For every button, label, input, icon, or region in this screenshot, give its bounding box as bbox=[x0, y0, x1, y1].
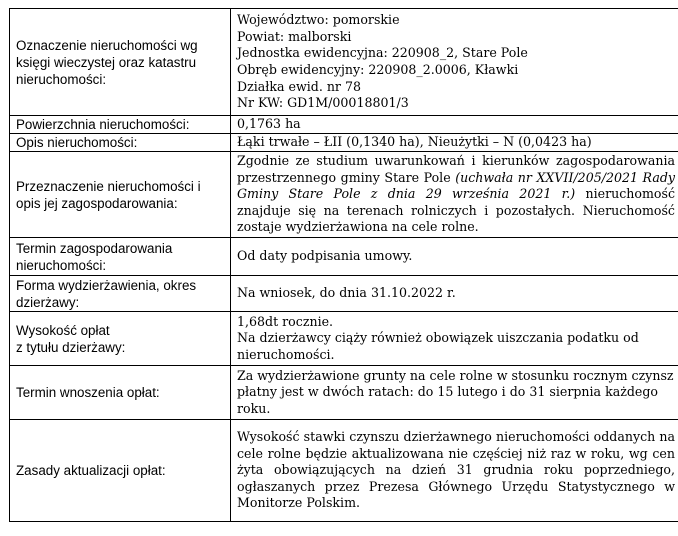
fees-amount: 1,68dt rocznie. bbox=[237, 313, 334, 329]
row-label-purpose: Przeznaczenie nieruchomości i opis jej zagospodarowania: bbox=[10, 152, 231, 238]
row-label-designation: Oznaczenie nieruchomości wg księgi wieczystej oraz katastru nieruchomości: bbox=[10, 9, 231, 116]
row-label-development-date: Termin zagospodarowania nieruchomości: bbox=[10, 238, 231, 276]
purpose-text-b: nieruchomość znajduje się na terenach rolniczych i pozostałych. Nieruchomość zostaje wydzierżawiona na cele rolne. bbox=[237, 186, 675, 235]
table-row bbox=[10, 116, 678, 134]
row-label-update-rules: Zasady aktualizacji opłat: bbox=[10, 420, 231, 522]
table-row bbox=[10, 134, 678, 152]
table-row bbox=[10, 420, 678, 522]
row-value-development-date: Od daty podpisania umowy. bbox=[231, 238, 678, 276]
row-value-lease-form: Na wniosek, do dnia 31.10.2022 r. bbox=[231, 276, 678, 312]
property-lease-table bbox=[9, 8, 678, 522]
row-label-description: Opis nieruchomości: bbox=[10, 134, 231, 152]
document-page bbox=[9, 8, 675, 522]
table-row bbox=[10, 312, 678, 366]
row-value-fees bbox=[231, 312, 678, 366]
row-label-lease-form: Forma wydzierżawienia, okres dzierżawy: bbox=[10, 276, 231, 312]
land-register-line: Nr KW: GD1M/00018801/3 bbox=[237, 95, 409, 111]
row-value-payment-terms: Za wydzierżawione grunty na cele rolne w stosunku rocznym czynsz płatny jest w dwóch ratach: do 15 lutego i do 31 sierpnia każdego roku. bbox=[231, 366, 678, 420]
purpose-resolution-ref: (uchwała nr XXVII/205/2021 Rady Gminy Stare Pole z dnia 29 września 2021 r.) bbox=[237, 169, 675, 202]
county-line: Powiat: malborski bbox=[237, 28, 352, 44]
table-row bbox=[10, 366, 678, 420]
table-row bbox=[10, 276, 678, 312]
table-row bbox=[10, 152, 678, 238]
row-label-area: Powierzchnia nieruchomości: bbox=[10, 116, 231, 134]
row-label-fees bbox=[10, 312, 231, 366]
row-value-description: Łąki trwałe – ŁII (0,1340 ha), Nieużytki – N (0,0423 ha) bbox=[231, 134, 678, 152]
table-row bbox=[10, 238, 678, 276]
voivodeship-line: Województwo: pomorskie bbox=[237, 12, 400, 28]
registration-unit-line: Jednostka ewidencyjna: 220908_2, Stare Pole bbox=[237, 45, 528, 61]
parcel-line: Działka ewid. nr 78 bbox=[237, 78, 361, 94]
fees-label-line-2: z tytułu dzierżawy: bbox=[16, 339, 126, 355]
purpose-text-a: Zgodnie ze studium uwarunkowań i kierunków zagospodarowania przestrzennego gminy Stare Pole bbox=[237, 153, 675, 185]
row-value-area: 0,1763 ha bbox=[231, 116, 678, 134]
row-value-update-rules: Wysokość stawki czynszu dzierżawnego nieruchomości oddanych na cele rolne będzie aktualizowana nie częściej niż raz w roku, wg cen żyta obowiązujących na dzień 31 grudnia roku poprzedniego, ogłaszanych przez Prezesa Głównego Urzędu Statystycznego w Monitorze Polskim. bbox=[231, 420, 678, 522]
table-row bbox=[10, 9, 678, 116]
row-label-payment-terms: Termin wnoszenia opłat: bbox=[10, 366, 231, 420]
fees-tax-note: Na dzierżawcy ciąży również obowiązek uiszczania podatku od nieruchomości. bbox=[237, 330, 639, 362]
fees-label-line-1: Wysokość opłat bbox=[16, 322, 110, 338]
row-value-purpose bbox=[231, 152, 678, 238]
row-value-designation bbox=[231, 9, 678, 116]
precinct-line: Obręb ewidencyjny: 220908_2.0006, Kławki bbox=[237, 62, 519, 77]
